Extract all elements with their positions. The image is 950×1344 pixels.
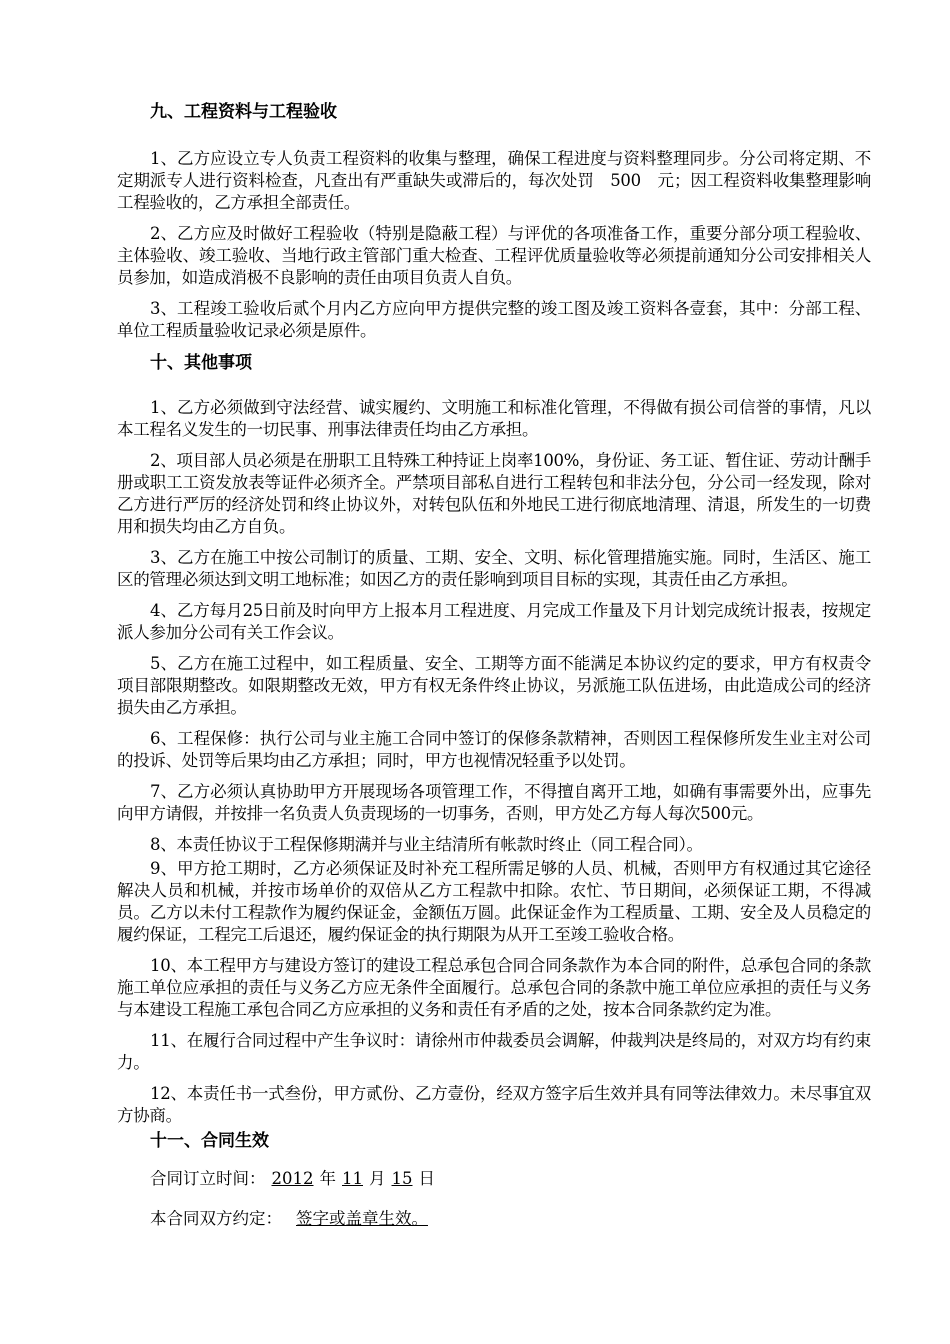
month-unit: 月 [369, 1169, 386, 1188]
section-9-title: 九、工程资料与工程验收 [150, 102, 337, 122]
section-11-title: 十一、合同生效 [150, 1131, 269, 1151]
section-9-paragraph-1: 1、乙方应设立专人负责工程资料的收集与整理，确保工程进度与资料整理同步。分公司将定期、不定期派专人进行资料检查，凡查出有严重缺失或滞后的，每次处罚 500 元；因工程资料收集整理影响工程验收的，乙方承担全部责任。 [117, 149, 871, 212]
section-10-paragraph-2: 2、项目部人员必须是在册职工且特殊工种持证上岗率100%，身份证、务工证、暂住证、劳动计酬手册或职工工资发放表等证件必须齐全。严禁项目部私自进行工程转包和非法分包，分公司一经发现，除对乙方进行严厉的经济处罚和终止协议外，对转包队伍和外地民工进行彻底地清理、清退，所发生的一切费用和损失均由乙方自负。 [117, 451, 871, 536]
section-10-paragraph-12: 12、本责任书一式叁份，甲方贰份、乙方壹份，经双方签字后生效并具有同等法律效力。未尽事宜双方协商。 [117, 1084, 871, 1125]
document-content [117, 100, 871, 1247]
section-10-paragraph-7: 7、乙方必须认真协助甲方开展现场各项管理工作，不得擅自离开工地，如确有事需要外出，应事先向甲方请假，并按排一名负责人负责现场的一切事务，否则，甲方处乙方每人每次500元。 [117, 782, 871, 823]
contract-day: 15 [391, 1169, 413, 1188]
agreement-label: 本合同双方约定： [150, 1209, 282, 1228]
agreement-value: 签字或盖章生效。 [296, 1209, 428, 1228]
section-10-paragraph-10: 10、本工程甲方与建设方签订的建设工程总承包合同合同条款作为本合同的附件，总承包合同的条款施工单位应承担的责任与义务乙方应无条件全面履行。总承包合同的条款中施工单位应承担的责任与义务与本建设工程施工承包合同乙方应承担的义务和责任有矛盾的之处，按本合同条款约定为准。 [117, 956, 871, 1019]
contract-date-line [117, 1167, 871, 1191]
section-10-title: 十、其他事项 [150, 353, 252, 373]
contract-agreement-line [117, 1207, 871, 1231]
section-10-paragraph-11: 11、在履行合同过程中产生争议时：请徐州市仲裁委员会调解，仲裁判决是终局的，对双方均有约束力。 [117, 1031, 871, 1072]
section-10-paragraph-4: 4、乙方每月25日前及时向甲方上报本月工程进度、月完成工作量及下月计划完成统计报表，按规定派人参加分公司有关工作会议。 [117, 601, 871, 642]
contract-month: 11 [342, 1169, 363, 1188]
contract-date-label: 合同订立时间： [150, 1169, 266, 1188]
section-10-paragraph-6: 6、工程保修：执行公司与业主施工合同中签订的保修条款精神，否则因工程保修所发生业主对公司的投诉、处罚等后果均由乙方承担；同时，甲方也视情况轻重予以处罚。 [117, 729, 871, 770]
section-9-paragraph-2: 2、乙方应及时做好工程验收（特别是隐蔽工程）与评优的各项准备工作，重要分部分项工程验收、主体验收、竣工验收、当地行政主管部门重大检查、工程评优质量验收等必须提前通知分公司安排相关人员参加，如造成消极不良影响的责任由项目负责人自负。 [117, 224, 871, 287]
section-10-paragraph-5: 5、乙方在施工过程中，如工程质量、安全、工期等方面不能满足本协议约定的要求，甲方有权责令项目部限期整改。如限期整改无效，甲方有权无条件终止协议，另派施工队伍进场，由此造成公司的经济损失由乙方承担。 [117, 654, 871, 717]
section-9-paragraph-3: 3、工程竣工验收后贰个月内乙方应向甲方提供完整的竣工图及竣工资料各壹套，其中：分部工程、单位工程质量验收记录必须是原件。 [117, 299, 871, 340]
section-10-paragraph-8: 8、本责任协议于工程保修期满并与业主结清所有帐款时终止（同工程合同）。 [150, 835, 703, 854]
section-10-paragraph-1: 1、乙方必须做到守法经营、诚实履约、文明施工和标准化管理，不得做有损公司信誉的事情，凡以本工程名义发生的一切民事、刑事法律责任均由乙方承担。 [117, 398, 871, 439]
contract-year: 2012 [271, 1169, 314, 1188]
year-unit: 年 [319, 1169, 336, 1188]
day-unit: 日 [418, 1169, 435, 1188]
section-10-paragraph-3: 3、乙方在施工中按公司制订的质量、工期、安全、文明、标化管理措施实施。同时，生活区、施工区的管理必须达到文明工地标准；如因乙方的责任影响到项目目标的实现，其责任由乙方承担。 [117, 548, 871, 589]
section-10-paragraph-9: 9、甲方抢工期时，乙方必须保证及时补充工程所需足够的人员、机械，否则甲方有权通过其它途径解决人员和机械，并按市场单价的双倍从乙方工程款中扣除。农忙、节日期间，必须保证工期，不得减员。乙方以未付工程款作为履约保证金，金额伍万圆。此保证金作为工程质量、工期、安全及人员稳定的履约保证，工程完工后退还，履约保证金的执行期限为从开工至竣工验收合格。 [117, 859, 871, 944]
